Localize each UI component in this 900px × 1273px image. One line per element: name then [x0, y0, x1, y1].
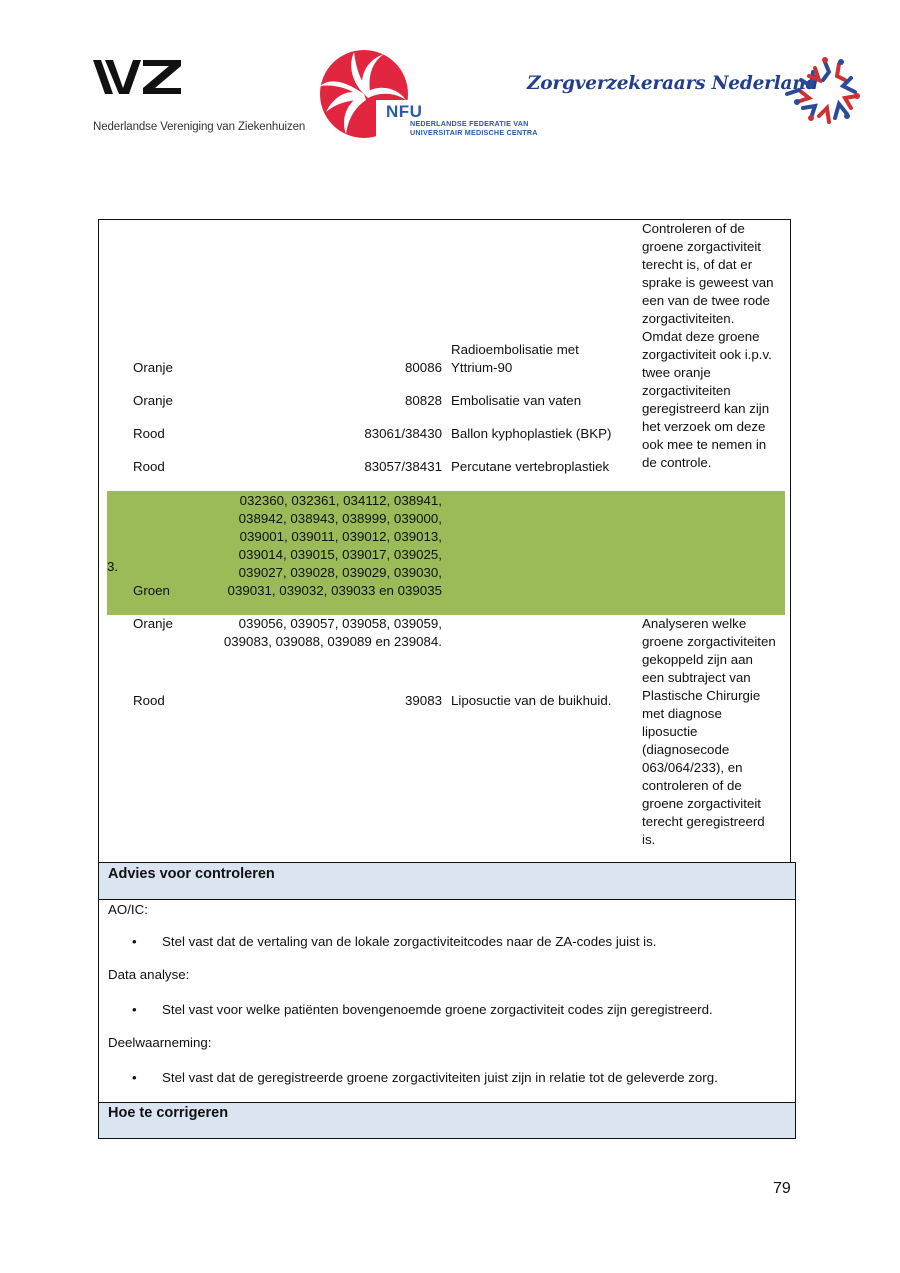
row-code: 83057/38431 — [364, 459, 442, 474]
advice-line: terecht geregistreerd — [642, 814, 765, 829]
advice-line: groene zorgactiviteit — [642, 796, 761, 811]
advice-line: groene zorgactiviteit — [642, 239, 761, 254]
bullet-text: Stel vast dat de vertaling van de lokale zorgactiviteitcodes naar de ZA-codes juist is. — [162, 934, 657, 949]
advice-section-body — [98, 899, 796, 1103]
advice-line: liposuctie — [642, 724, 698, 739]
zorgverzekeraars-wordmark: Zorgverzekeraars Nederland — [527, 73, 819, 94]
code-line: 039001, 039011, 039012, 039013, — [239, 529, 442, 544]
row-code: 39083 — [405, 693, 442, 708]
advice-line: is. — [642, 832, 656, 847]
nfu-logo — [318, 48, 538, 140]
bullet-text: Stel vast dat de geregistreerde groene zorgactiviteiten juist zijn in relatie tot de geleverde zorg. — [162, 1070, 718, 1085]
nvz-logo-mark-icon — [93, 60, 185, 94]
advice-section-header — [98, 862, 796, 900]
advice-line: ook mee te nemen in — [642, 437, 767, 452]
advice-line: (diagnosecode — [642, 742, 730, 757]
row-description: Percutane vertebroplastiek — [451, 459, 610, 474]
advice-line: een van de twee rode — [642, 293, 770, 308]
advice-line: geregistreerd kan zijn — [642, 401, 770, 416]
advice-line: twee oranje — [642, 365, 711, 380]
code-line: 032360, 032361, 034112, 038941, — [239, 493, 442, 508]
advice-line: zorgactiviteiten. — [642, 311, 735, 326]
advice-line: Controleren of de — [642, 221, 745, 236]
nvz-caption: Nederlandse Vereniging van Ziekenhuizen — [93, 121, 306, 133]
advice-line: sprake is geweest van — [642, 275, 774, 290]
advice-line: Analyseren welke — [642, 616, 747, 631]
correction-section-title: Hoe te corrigeren — [108, 1105, 229, 1121]
advice-line: controleren of de — [642, 778, 742, 793]
advice-line: Plastische Chirurgie — [642, 688, 761, 703]
page-number: 79 — [773, 1180, 791, 1197]
row-color-label: Rood — [133, 459, 165, 474]
zorgactiviteiten-table — [98, 219, 791, 862]
row-description: Embolisatie van vaten — [451, 393, 582, 408]
code-line: 039031, 039032, 039033 en 039035 — [227, 583, 442, 598]
row-description: Ballon kyphoplastiek (BKP) — [451, 426, 612, 441]
correction-section-header — [98, 1102, 796, 1139]
group-label-data-analyse: Data analyse: — [108, 967, 190, 982]
advice-line: een subtraject van — [642, 670, 751, 685]
row-code: 83061/38430 — [364, 426, 442, 441]
row-color-label: Rood — [133, 426, 165, 441]
advice-section-title: Advies voor controleren — [108, 866, 275, 882]
bullet-icon: • — [132, 1070, 137, 1085]
row-code: 80828 — [405, 393, 442, 408]
code-line: 038942, 038943, 038999, 039000, — [238, 511, 442, 526]
advice-line: de controle. — [642, 455, 712, 470]
row-color-label: Oranje — [133, 360, 173, 375]
advice-line: 063/064/233), en — [642, 760, 743, 775]
bullet-icon: • — [132, 1002, 137, 1017]
nfu-subtitle-line1: NEDERLANDSE FEDERATIE VAN — [410, 119, 529, 128]
nfu-abbr: NFU — [386, 102, 423, 121]
code-line: 039014, 039015, 039017, 039025, — [238, 547, 442, 562]
code-line: 039027, 039028, 039029, 039030, — [238, 565, 442, 580]
code-line: 039056, 039057, 039058, 039059, — [238, 616, 442, 631]
advice-line: Omdat deze groene — [642, 329, 760, 344]
zn-figures-icon — [785, 56, 865, 126]
code-line: 039083, 039088, 039089 en 239084. — [223, 634, 442, 649]
advice-line: terecht is, of dat er — [642, 257, 753, 272]
row-color-label: Oranje — [133, 393, 173, 408]
group-label-deelwaarneming: Deelwaarneming: — [108, 1035, 212, 1050]
nfu-subtitle-line2: UNIVERSITAIR MEDISCHE CENTRA — [410, 128, 538, 137]
advice-line: zorgactiviteiten — [642, 383, 731, 398]
row-code: 80086 — [405, 360, 442, 375]
zorgverzekeraars-logo — [527, 56, 872, 126]
group-label-aoic: AO/IC: — [108, 902, 148, 917]
row-description: Liposuctie van de buikhuid. — [451, 693, 612, 708]
advice-line: groene zorgactiviteiten — [642, 634, 776, 649]
row-description: Radioembolisatie met Yttrium-90 — [451, 342, 579, 375]
advice-line: het verzoek om deze — [642, 419, 766, 434]
bullet-text: Stel vast voor welke patiënten bovengenoemde groene zorgactiviteit codes zijn geregistreerd. — [162, 1002, 713, 1017]
block-number: 3. — [107, 559, 119, 574]
advice-line: gekoppeld zijn aan — [642, 652, 753, 667]
row-color-label: Groen — [133, 583, 170, 598]
row-color-label: Oranje — [133, 616, 173, 631]
advice-line: zorgactiviteit ook i.p.v. — [642, 347, 772, 362]
advice-line: met diagnose — [642, 706, 722, 721]
nfu-swirl-icon — [318, 48, 410, 140]
bullet-icon: • — [132, 934, 137, 949]
row-color-label: Rood — [133, 693, 165, 708]
nvz-logo — [93, 60, 313, 140]
